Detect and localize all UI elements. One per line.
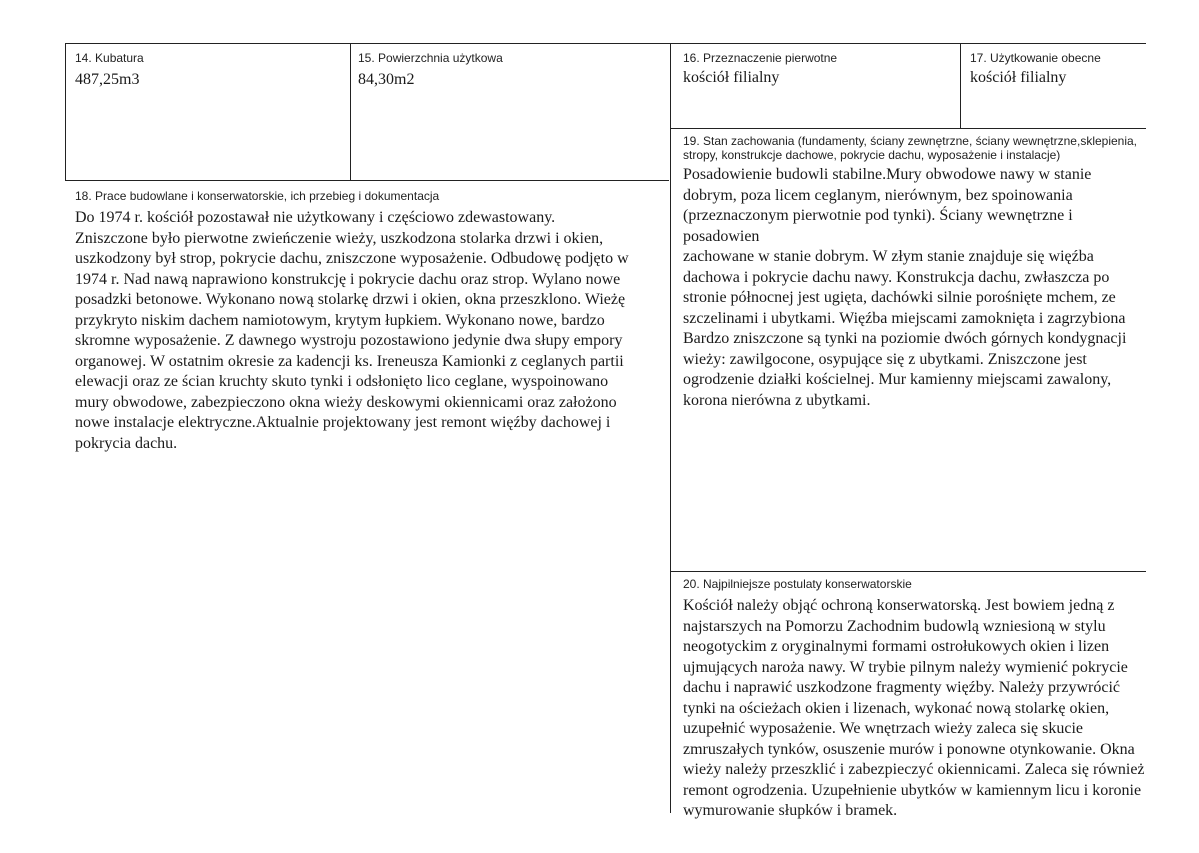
field-16-label: 16. Przeznaczenie pierwotne (683, 51, 838, 65)
field-20-text: Kościół należy objąć ochroną konserwatorską. Jest bowiem jedną z najstarszych na Pomorzu Zachodnim budowlą wzniesioną w stylu neogotyckim z oryginalnymi formami ostrołukowych okien i lizen ujmujących naroża nawy. W trybie pilnym należy wymienić pokrycie dachu i naprawić uszkodzone fragmenty więźby. Należy przywrócić tynki na ościeżach okien i lizenach, wykonać nową stolarkę okien, uzupełnić wyposażenie. We wnętrzach wieży zaleca się skucie zmruszałych tynków, osuszenie murów i ponowne otynkowanie. Okna wieży należy przeszklić i zabezpieczyć okiennicami. Zaleca się również remont ogrodzenia. Uzupełnienie ubytków w kamiennym licu i koronie wymurowanie słupków i bramek. (683, 597, 1145, 819)
field-17-label: 17. Użytkowanie obecne (970, 51, 1101, 65)
row-divider-right (670, 128, 1146, 129)
field-17-value: kościół filialny (970, 69, 1067, 86)
left-border (65, 43, 66, 181)
field-18-label: 18. Prace budowlane i konserwatorskie, ich przebieg i dokumentacja (75, 189, 440, 203)
field-20-label: 20. Najpilniejsze postulaty konserwatorskie (683, 577, 912, 591)
col-divider-16-17 (960, 43, 961, 129)
field-18-text: Do 1974 r. kościół pozostawał nie użytkowany i częściowo zdewastowany. Zniszczone było pierwotne zwieńczenie wieży, uszkodzona stolarka drzwi i okien, uszkodzony był strop, pokrycie dachu, zniszczone wyposażenie. Odbudowę podjęto w 1974 r. Nad nawą naprawiono konstrukcję i pokrycie dachu oraz strop. Wylano nowe posadzki betonowe. Wykonano nową stolarkę drzwi i okien, okna przeszklono. Wieżę przykryto niskim dachem namiotowym, krytym łupkiem. Wykonano nowe, bardzo skromne wyposażenie. Z dawnego wystroju pozostawiono jedynie dwa słupy empory organowej. W ostatnim okresie za kadencji ks. Ireneusza Kamionki z ceglanych partii elewacji oraz ze ścian kruchty skuto tynki i odsłonięto lico ceglane, wyspoinowano mury obwodowe, zabezpieczono okna wieży deskowymi okiennicami oraz założono nowe instalacje elektryczne.Aktualnie projektowany jest remont więźby dachowej i pokrycia dachu. (75, 209, 629, 452)
field-14-value: 487,25m3 (75, 71, 140, 88)
field-16-value: kościół filialny (683, 69, 780, 86)
field-14-label: 14. Kubatura (75, 51, 144, 65)
field-15-value: 84,30m2 (358, 71, 415, 88)
row-divider-left (65, 180, 669, 181)
section-20-divider (670, 571, 1146, 572)
field-19-label: 19. Stan zachowania (fundamenty, ściany zewnętrzne, ściany wewnętrzne,sklepienia, stropy, konstrukcje dachowe, pokrycie dachu, wyposażenie i instalacje) (683, 134, 1138, 162)
field-19-text: Posadowienie budowli stabilne.Mury obwodowe nawy w stanie dobrym, poza licem ceglanym, nierównym, bez spoinowania (przeznaczonym pierwotnie pod tynki). Ściany wewnętrzne i posadowien zachowane w stanie dobrym. W złym stanie znajduje się więźba dachowa i pokrycie dachu nawy. Konstrukcja dachu, zwłaszcza po stronie północnej jest ugięta, dachówki silnie porośnięte mchem, ze szczelinami i ubytkami. Więźba miejscami zamoknięta i zagrzybiona Bardzo zniszczone są tynki na poziomie dwóch górnych kondygnacji wieży: zawilgocone, osypujące się z ubytkami. Zniszczone jest ogrodzenie działki kościelnej. Mur kamienny miejscami zawalony, korona nierówna z ubytkami. (683, 166, 1127, 409)
top-border (65, 43, 1146, 44)
center-column-divider (670, 43, 671, 813)
col-divider-14-15 (350, 43, 351, 181)
field-15-label: 15. Powierzchnia użytkowa (358, 51, 503, 65)
